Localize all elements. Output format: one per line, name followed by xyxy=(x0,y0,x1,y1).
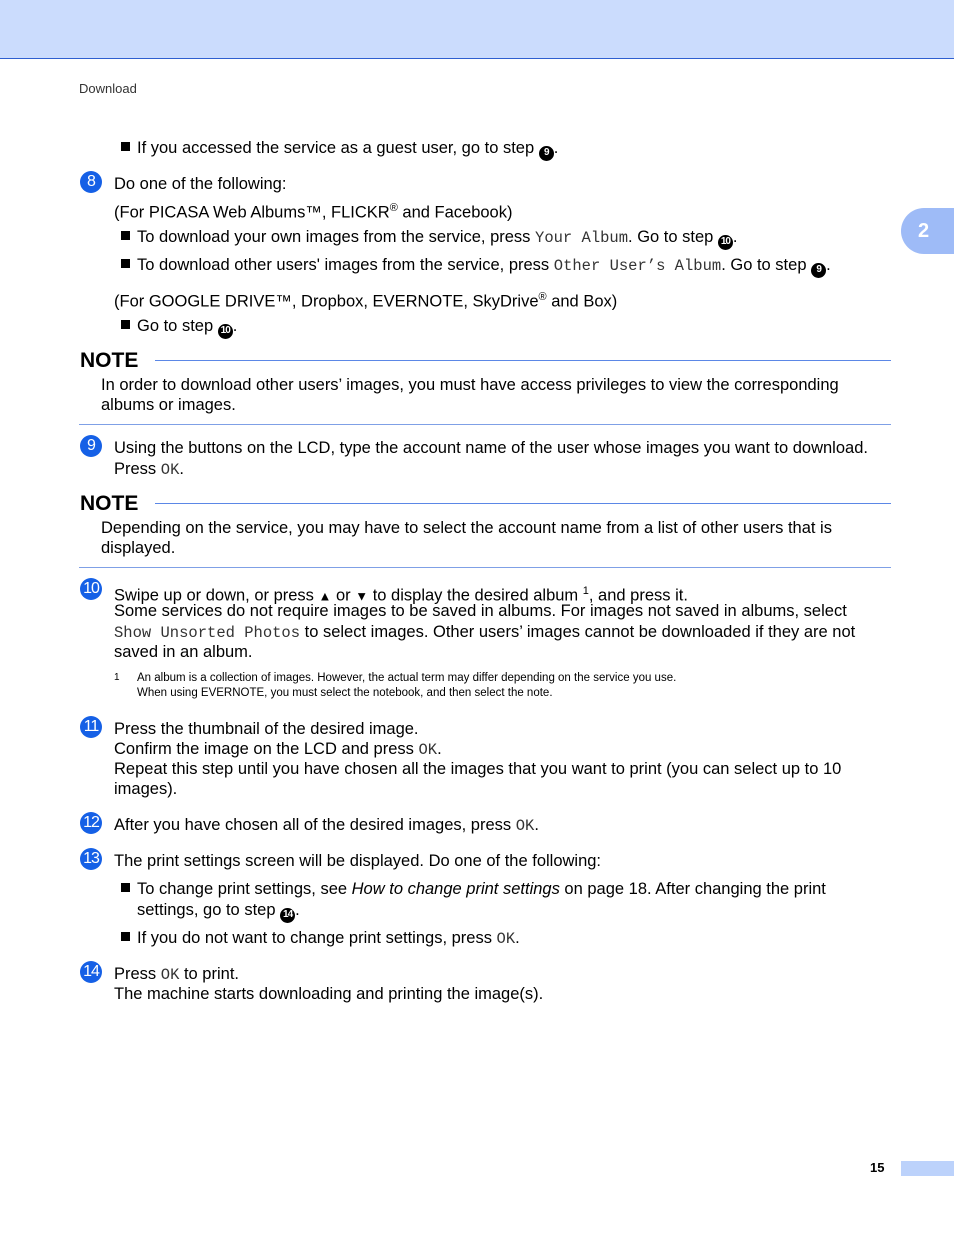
note-2-bottom-rule xyxy=(79,567,891,568)
step-10-line-3: Show Unsorted Photos to select images. Other users’ images cannot be downloaded if they are not xyxy=(114,623,856,642)
step-9-badge: 9 xyxy=(80,435,102,457)
step-14-line-2: The machine starts downloading and printing the image(s). xyxy=(114,985,544,1003)
step-10-line-1: Swipe up or down, or press ▲ or ▼ to display the desired album $^1$, and press it. xyxy=(114,585,688,605)
step-9-line-1: Using the buttons on the LCD, type the account name of the user whose images you want to download. xyxy=(114,439,868,457)
note-2-title: NOTE xyxy=(80,492,139,515)
footnote-mark: 1 xyxy=(114,672,120,683)
note-1-rule xyxy=(155,360,891,361)
step-9-line-2: Press OK. xyxy=(114,460,184,479)
step-14-line-1: Press OK to print. xyxy=(114,965,239,984)
note-2-line-1: Depending on the service, you may have to select the account name from a list of other users that is xyxy=(101,519,832,537)
guest-line: If you accessed the service as a guest user, go to step 9 . xyxy=(121,138,558,161)
step-ref-icon: 10 xyxy=(218,324,233,339)
step-12-line: After you have chosen all of the desired images, press OK. xyxy=(114,816,539,835)
step-8-bullet-3: Go to step 10 . xyxy=(121,316,237,339)
step-10-line-2: Some services do not require images to be saved in albums. For images not saved in albums, select xyxy=(114,602,847,620)
step-13-badge: 13 xyxy=(80,848,102,870)
chapter-tab[interactable]: 2 xyxy=(901,208,954,254)
up-arrow-icon: ▲ xyxy=(318,588,332,604)
step-ref-icon: 9 xyxy=(811,263,826,278)
step-13-bullet-1-line-2: settings, go to step 14 . xyxy=(137,900,300,923)
step-10-badge: 10 xyxy=(80,578,102,600)
note-2-line-2: displayed. xyxy=(101,539,176,557)
bullet-square-icon xyxy=(121,932,130,941)
step-ref-icon: 9 xyxy=(539,146,554,161)
step-11-badge: 11 xyxy=(80,716,102,738)
step-11-line-2: Confirm the image on the LCD and press OK. xyxy=(114,740,442,759)
note-1-title: NOTE xyxy=(80,349,139,372)
step-8-group1: (For PICASA Web Albums™, FLICKR® and Facebook) xyxy=(114,202,513,222)
step-13-bullet-1: To change print settings, see How to change print settings on page 18. After changing the print xyxy=(121,879,826,899)
bullet-square-icon xyxy=(121,142,130,151)
step-13-bullet-2: If you do not want to change print settings, press OK. xyxy=(121,928,520,949)
breadcrumb: Download xyxy=(79,81,137,96)
step-ref-icon: 14 xyxy=(280,908,295,923)
step-8-badge: 8 xyxy=(80,171,102,193)
page-number: 15 xyxy=(870,1160,885,1175)
step-11-line-4: images). xyxy=(114,780,178,798)
down-arrow-icon: ▼ xyxy=(355,588,369,604)
header-bar xyxy=(0,0,954,59)
step-14-badge: 14 xyxy=(80,961,102,983)
step-13-line-1: The print settings screen will be displayed. Do one of the following: xyxy=(114,852,602,870)
note-1-line-2: albums or images. xyxy=(101,396,236,414)
step-12-badge: 12 xyxy=(80,812,102,834)
note-1-bottom-rule xyxy=(79,424,891,425)
step-11-line-1: Press the thumbnail of the desired image. xyxy=(114,720,419,738)
bullet-square-icon xyxy=(121,320,130,329)
note-2-rule xyxy=(155,503,891,504)
step-8-bullet-1: To download your own images from the service, press Your Album. Go to step 10 . xyxy=(121,227,738,250)
step-ref-icon: 10 xyxy=(718,235,733,250)
step-11-line-3: Repeat this step until you have chosen all the images that you want to print (you can select up to 10 xyxy=(114,760,842,778)
step-10-line-4: saved in an album. xyxy=(114,643,253,661)
footnote-line-2: When using EVERNOTE, you must select the notebook, and then select the note. xyxy=(137,687,553,699)
footnote-line-1: An album is a collection of images. However, the actual term may differ depending on the service you use. xyxy=(137,672,677,684)
step-8-text: Do one of the following: xyxy=(114,175,287,193)
bullet-square-icon xyxy=(121,231,130,240)
note-1-line-1: In order to download other users’ images, you must have access privileges to view the corresponding xyxy=(101,376,839,394)
bullet-square-icon xyxy=(121,883,130,892)
step-8-group2: (For GOOGLE DRIVE™, Dropbox, EVERNOTE, SkyDrive® and Box) xyxy=(114,291,618,311)
step-8-bullet-2: To download other users' images from the service, press Other User’s Album. Go to step 9 . xyxy=(121,255,831,278)
bullet-square-icon xyxy=(121,259,130,268)
cross-reference-link[interactable]: How to change print settings xyxy=(351,880,560,898)
footer-bar xyxy=(901,1161,954,1176)
